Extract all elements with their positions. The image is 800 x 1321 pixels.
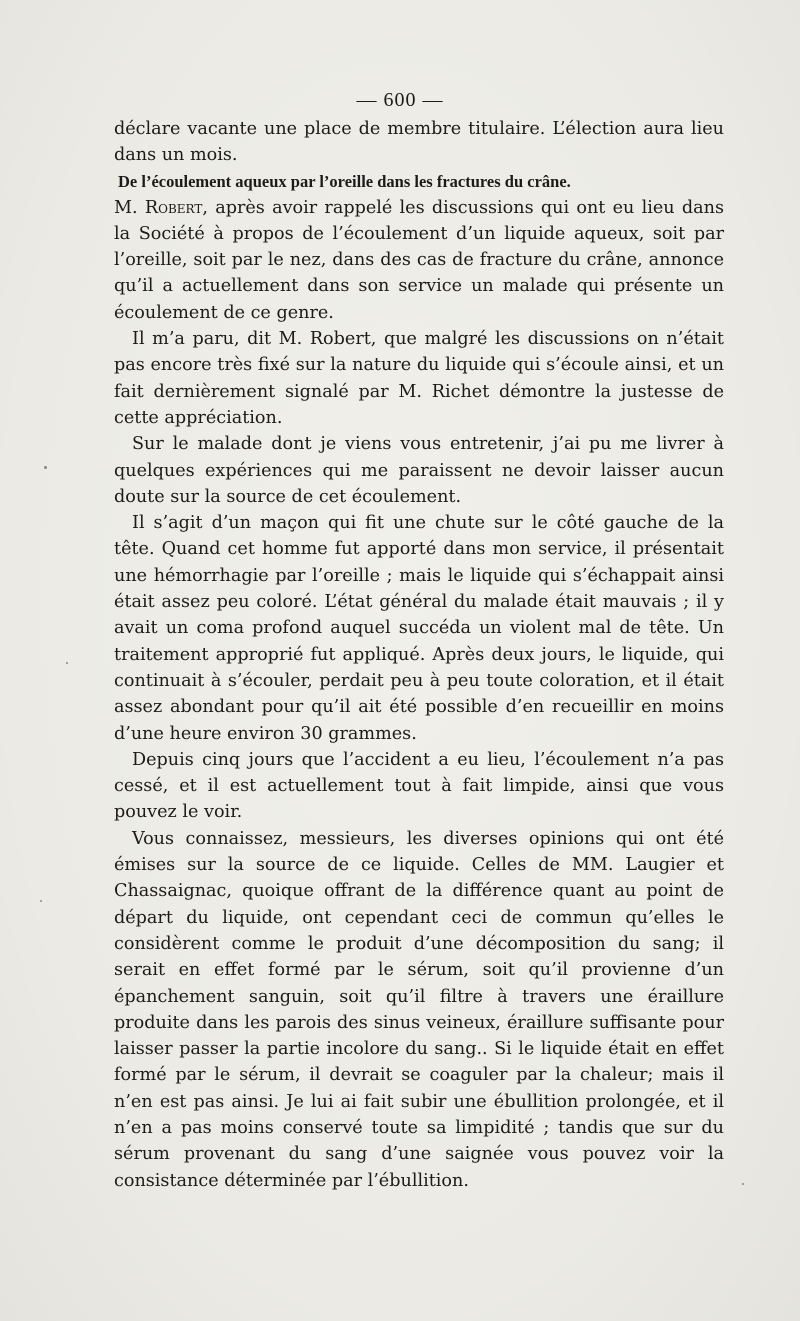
section-heading: De l’écoulement aqueux par l’oreille dans les fractures du crâne.	[118, 171, 571, 191]
paper-speck	[742, 1183, 744, 1185]
paper-speck	[44, 466, 47, 469]
paper-speck	[40, 900, 42, 902]
paragraph-experiments: Sur le malade dont je viens vous entretenir, j’ai pu me livrer à quelques expériences qui me paraissent ne devoir laisser aucun doute sur la source de cet écoulement.	[114, 434, 724, 507]
paragraph-robert-intro: M. Robert, après avoir rappelé les discussions qui ont eu lieu dans la Société à propos de l’écoulement d’un liquide aqueux, soit par l’oreille, soit par le nez, dans des cas de fracture du crâne, annonce qu’il a actuellement dans son service un malade qui présente un écoulement de ce genre.	[114, 197, 724, 323]
speaker-name: Robert	[144, 197, 203, 218]
paper-speck	[66, 662, 68, 664]
paragraph-current-state: Depuis cinq jours que l’accident a eu lieu, l’écoulement n’a pas cessé, et il est actuellement tout à fait limpide, ainsi que vous pouvez le voir.	[114, 749, 724, 823]
paragraph-opinions: Vous connaissez, messieurs, les diverses opinions qui ont été émises sur la source de ce liquide. Celles de MM. Laugier et Chassaignac, quoique offrant de la différence quant au point de départ du liquide, ont cependant ceci de commun qu’elles le considèrent comme le produit d’une décomposition du sang; il serait en effet formé par le sérum, soit qu’il provienne d’un épanchement sanguin, soit qu’il filtre à travers une éraillure produite dans les parois des sinus veineux, éraillure suffisante pour laisser passer la partie incolore du sang.. Si le liquide était en effet formé par le sérum, il devrait se coaguler par la chaleur; mais il n’en est pas ainsi. Je lui ai fait subir une ébullition prolongée, et il n’en a pas moins conservé toute sa limpidité ; tandis que sur du sérum provenant du sang d’une saignée vous pouvez voir la consistance déterminée par l’ébullition.	[114, 828, 724, 1191]
paragraph-robert-opinion: Il m’a paru, dit M. Robert, que malgré les discussions on n’était pas encore très fixé sur la nature du liquide qui s’écoule ainsi, et un fait dernièrement signalé par M. Richet démontre la justesse de cette appréciation.	[114, 329, 724, 428]
paragraph-case-history: Il s’agit d’un maçon qui fit une chute sur le côté gauche de la tête. Quand cet homme fut apporté dans mon service, il présentait une hémorrhagie par l’oreille ; mais le liquide qui s’échappait ainsi était assez peu coloré. L’état général du malade était mauvais ; il y avait un coma profond auquel succéda un violent mal de tête. Un traitement approprié fut appliqué. Après deux jours, le liquide, qui continuait à s’écouler, perdait peu à peu toute coloration, et il était assez abondant pour qu’il ait été possible d’en recueillir en moins d’une heure environ 30 grammes.	[114, 513, 724, 744]
paragraph-robert-intro-text: , après avoir rappelé les discussions qui ont eu lieu dans la Société à propos de l’écoulement d’un liquide aqueux, soit par l’oreille, soit par le nez, dans des cas de fracture du crâne, annonce qu’il a actuellement dans son service un malade qui présente un écoulement de ce genre.	[114, 197, 724, 323]
paragraph-announcement: déclare vacante une place de membre titulaire. L’élection aura lieu dans un mois.	[114, 119, 724, 166]
page-body	[114, 116, 724, 1194]
page-number: — 600 —	[356, 89, 444, 111]
